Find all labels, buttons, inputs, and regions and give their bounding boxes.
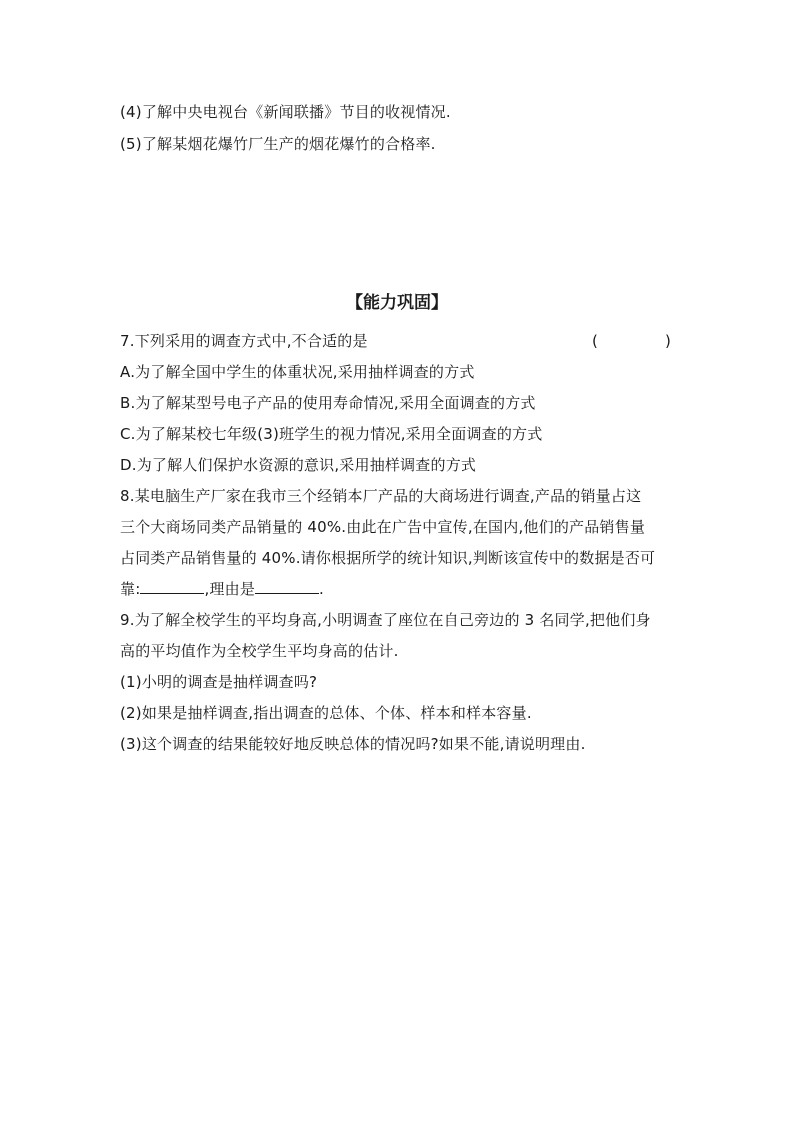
q7-option-d: D.为了解人们保护水资源的意识,采用抽样调查的方式 bbox=[120, 456, 477, 474]
q7-answer-paren-open: ( bbox=[592, 332, 599, 350]
q8-line-3: 占同类产品销售量的 40%.请你根据所学的统计知识,判断该宣传中的数据是否可 bbox=[120, 549, 656, 567]
q8-reason-label: ,理由是 bbox=[204, 580, 256, 598]
q8-reliable-label: 靠: bbox=[120, 580, 141, 598]
q8-line-1: 8.某电脑生产厂家在我市三个经销本厂产品的大商场进行调查,产品的销量占这 bbox=[120, 487, 642, 505]
section-title: 【能力巩固】 bbox=[346, 293, 448, 313]
q7-stem-text: 7.下列采用的调查方式中,不合适的是 bbox=[120, 332, 368, 350]
q9-line-1: 9.为了解全校学生的平均身高,小明调查了座位在自己旁边的 3 名同学,把他们身 bbox=[120, 611, 651, 629]
q7-answer-paren-close: ) bbox=[665, 332, 672, 350]
q9-line-2: 高的平均值作为全校学生平均身高的估计. bbox=[120, 642, 399, 660]
q8-reason-blank[interactable] bbox=[255, 579, 319, 594]
q9-sub-3: (3)这个调查的结果能较好地反映总体的情况吗?如果不能,请说明理由. bbox=[120, 735, 586, 753]
q8-reliable-blank[interactable] bbox=[140, 579, 204, 594]
q7-option-c: C.为了解某校七年级(3)班学生的视力情况,采用全面调查的方式 bbox=[120, 425, 543, 443]
q9-sub-2: (2)如果是抽样调查,指出调查的总体、个体、样本和样本容量. bbox=[120, 704, 532, 722]
q8-line-4 bbox=[120, 579, 324, 599]
prev-item-4: (4)了解中央电视台《新闻联播》节目的收视情况. bbox=[120, 103, 451, 121]
q7-option-b: B.为了解某型号电子产品的使用寿命情况,采用全面调查的方式 bbox=[120, 394, 536, 412]
q8-period: . bbox=[319, 580, 325, 598]
q9-sub-1: (1)小明的调查是抽样调查吗? bbox=[120, 673, 318, 691]
prev-item-5: (5)了解某烟花爆竹厂生产的烟花爆竹的合格率. bbox=[120, 135, 436, 153]
q8-line-2: 三个大商场同类产品销量的 40%.由此在广告中宣传,在国内,他们的产品销售量 bbox=[120, 518, 646, 536]
q7-option-a: A.为了解全国中学生的体重状况,采用抽样调查的方式 bbox=[120, 363, 475, 381]
